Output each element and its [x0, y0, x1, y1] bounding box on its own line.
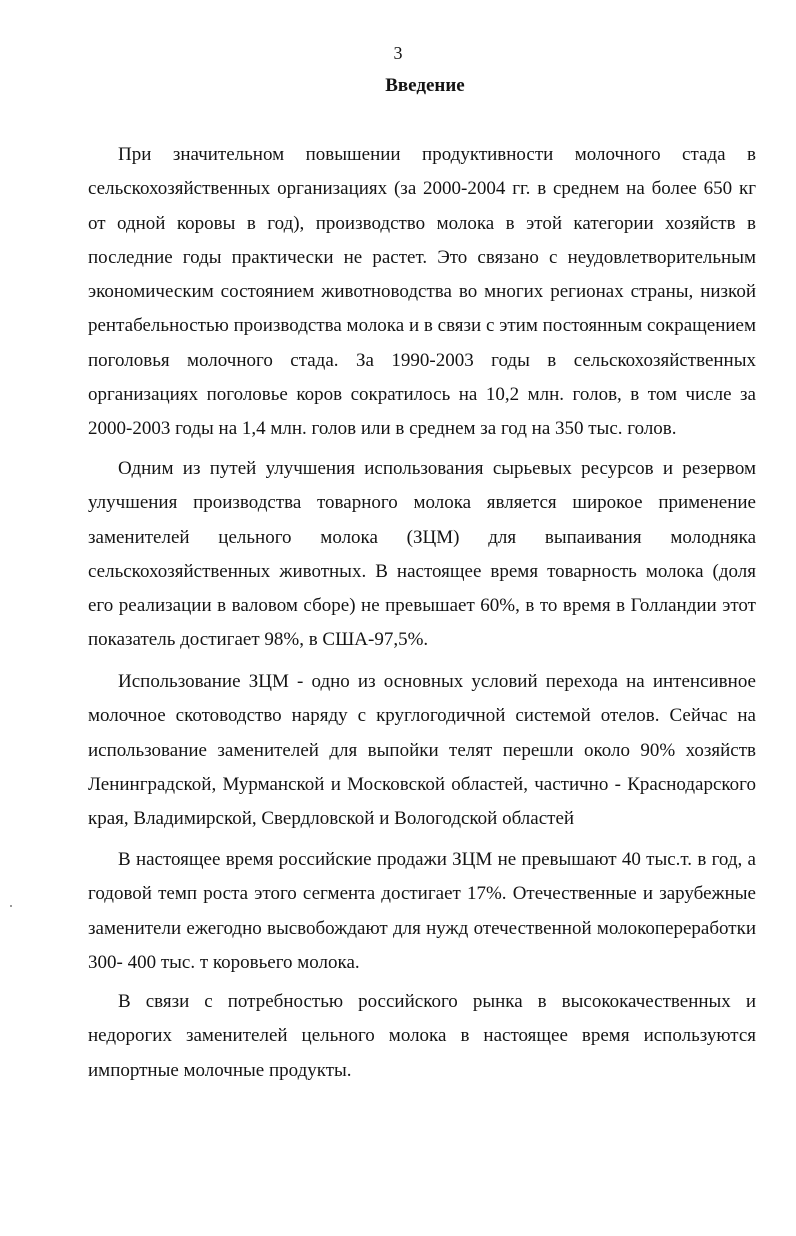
section-heading: Введение	[385, 75, 465, 96]
paragraph-productivity: При значительном повышении продуктивности молочного стада в сельскохозяйственных организациях (за 2000-2004 гг. в среднем на более 650 кг от одной коровы в год), производство молока в этой категории хозяйств в последние годы практически не растет. Это связано с неудовлетворительным экономическим состоянием животноводства во многих регионах страны, низкой рентабельностью производства молока и в связи с этим постоянным сокращением поголовья молочного стада. За 1990-2003 годы в сельскохозяйственных организациях поголовье коров сократилось на 10,2 млн. голов, в том числе за 2000-2003 годы на 1,4 млн. голов или в среднем за год на 350 тыс. голов.	[88, 144, 756, 440]
paragraph-milk-replacers: Одним из путей улучшения использования сырьевых ресурсов и резервом улучшения производства товарного молока является широкое применение заменителей цельного молока (ЗЦМ) для выпаивания молодняка сельскохозяйственных животных. В настоящее время товарность молока (доля его реализации в валовом сборе) не превышает 60%, в то время в Голландии этот показатель достигает 98%, в США-97,5%.	[88, 458, 756, 651]
paragraph-zcm-usage: Использование ЗЦМ - одно из основных условий перехода на интенсивное молочное скотоводство наряду с круглогодичной системой отелов. Сейчас на использование заменителей для выпойки телят перешли около 90% хозяйств Ленинградской, Мурманской и Московской областей, частично - Краснодарского края, Владимирской, Свердловской и Вологодской областей	[88, 671, 756, 830]
paragraph-imports: В связи с потребностью российского рынка в высококачественных и недорогих заменителей цельного молока в настоящее время используются импортные молочные продукты.	[88, 991, 756, 1081]
scan-artifact	[10, 905, 12, 907]
page-number: 3	[393, 43, 403, 63]
paragraph-sales: В настоящее время российские продажи ЗЦМ не превышают 40 тыс.т. в год, а годовой темп роста этого сегмента достигает 17%. Отечественные и зарубежные заменители ежегодно высвобождают для нужд отечественной молокопереработки 300- 400 тыс. т коровьего молока.	[88, 849, 756, 973]
